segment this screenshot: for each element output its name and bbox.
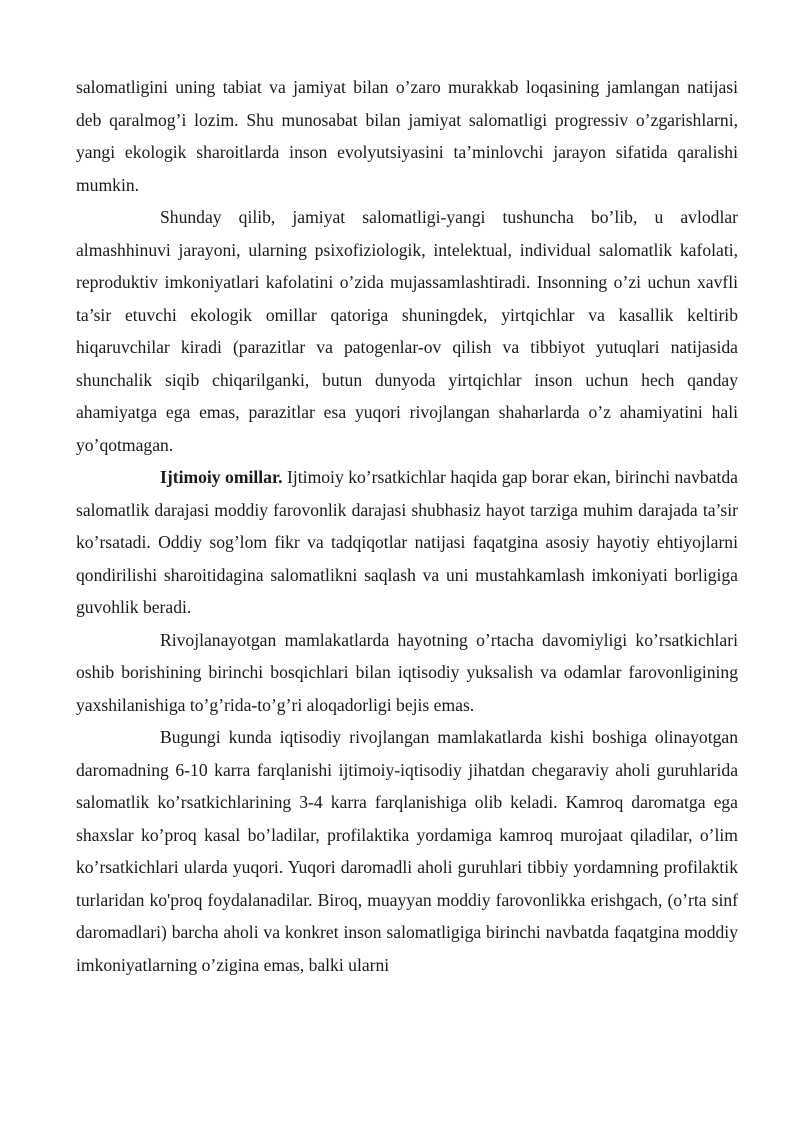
section-heading-ijtimoiy-omillar: Ijtimoiy omillar.: [160, 467, 283, 487]
paragraph-4: Rivojlanayotgan mamlakatlarda hayotning o’rtacha davomiyligi ko’rsatkichlari oshib borishining birinchi bosqichlari bilan iqtisodiy yuksalish va odamlar farovonligining yaxshilanishiga to’g’rida-to’g’ri aloqadorligi bejis emas.: [76, 629, 738, 715]
paragraph-3: [76, 461, 738, 624]
paragraph-2: Shunday qilib, jamiyat salomatligi-yangi tushuncha bo’lib, u avlodlar almashhinuvi jarayoni, ularning psixofiziologik, intelektual, individual salomatlik kafolati, reproduktiv imkoniyatlari kafolatini o’zida mujassamlashtiradi. Insonning o’zi uchun xavfli ta’sir etuvchi ekologik omillar qatoriga shuningdek, yirtqichlar va kasallik keltirib hiqaruvchilar kiradi (parazitlar va patogenlar-ov qilish va tibbiyot yutuqlari natijasida shunchalik siqib chiqarilganki, butun dunyoda yirtqichlar inson uchun hech qanday ahamiyatga ega emas, parazitlar esa yuqori rivojlangan shaharlarda o’z ahamiyatini hali yo’qotmagan.: [76, 207, 738, 455]
paragraph-5: Bugungi kunda iqtisodiy rivojlangan mamlakatlarda kishi boshiga olinayotgan daromadning 6-10 karra farqlanishi ijtimoiy-iqtisodiy jihatdan chegaraviy aholi guruhlarida salomatlik ko’rsatkichlarining 3-4 karra farqlanishiga olib keladi. Kamroq daromatga ega shaxslar ko’proq kasal bo’ladilar, profilaktika yordamiga kamroq murojaat qiladilar, o’lim ko’rsatkichlari ularda yuqori. Yuqori daromadli aholi guruhlari tibbiy yordamning profilaktik turlaridan ko'proq foydalanadilar. Biroq, muayyan moddiy farovonlikka erishgach, (o’rta sinf daromadlari) barcha aholi va konkret inson salomatligiga birinchi navbatda faqatgina moddiy imkoniyatlarning o’zigina emas, balki ularni: [76, 727, 738, 975]
paragraph-1: salomatligini uning tabiat va jamiyat bilan o’zaro murakkab loqasining jamlangan natijasi deb qaralmog’i lozim. Shu munosabat bilan jamiyat salomatligi progressiv o’zgarishlarni, yangi ekologik sharoitlarda inson evolyutsiyasini ta’minlovchi jarayon sifatida qaralishi mumkin.: [76, 77, 738, 195]
document-page: [76, 71, 738, 981]
paragraph-3-body: Ijtimoiy ko’rsatkichlar haqida gap borar ekan, birinchi navbatda salomatlik darajasi moddiy farovonlik darajasi shubhasiz hayot tarziga muhim darajada ta’sir ko’rsatadi. Oddiy sog’lom fikr va tadqiqotlar natijasi faqatgina asosiy hayotiy ehtiyojlarni qondirilishi sharoitidagina salomatlikni saqlash va uni mustahkamlash imkoniyati borligiga guvohlik beradi.: [76, 467, 738, 617]
